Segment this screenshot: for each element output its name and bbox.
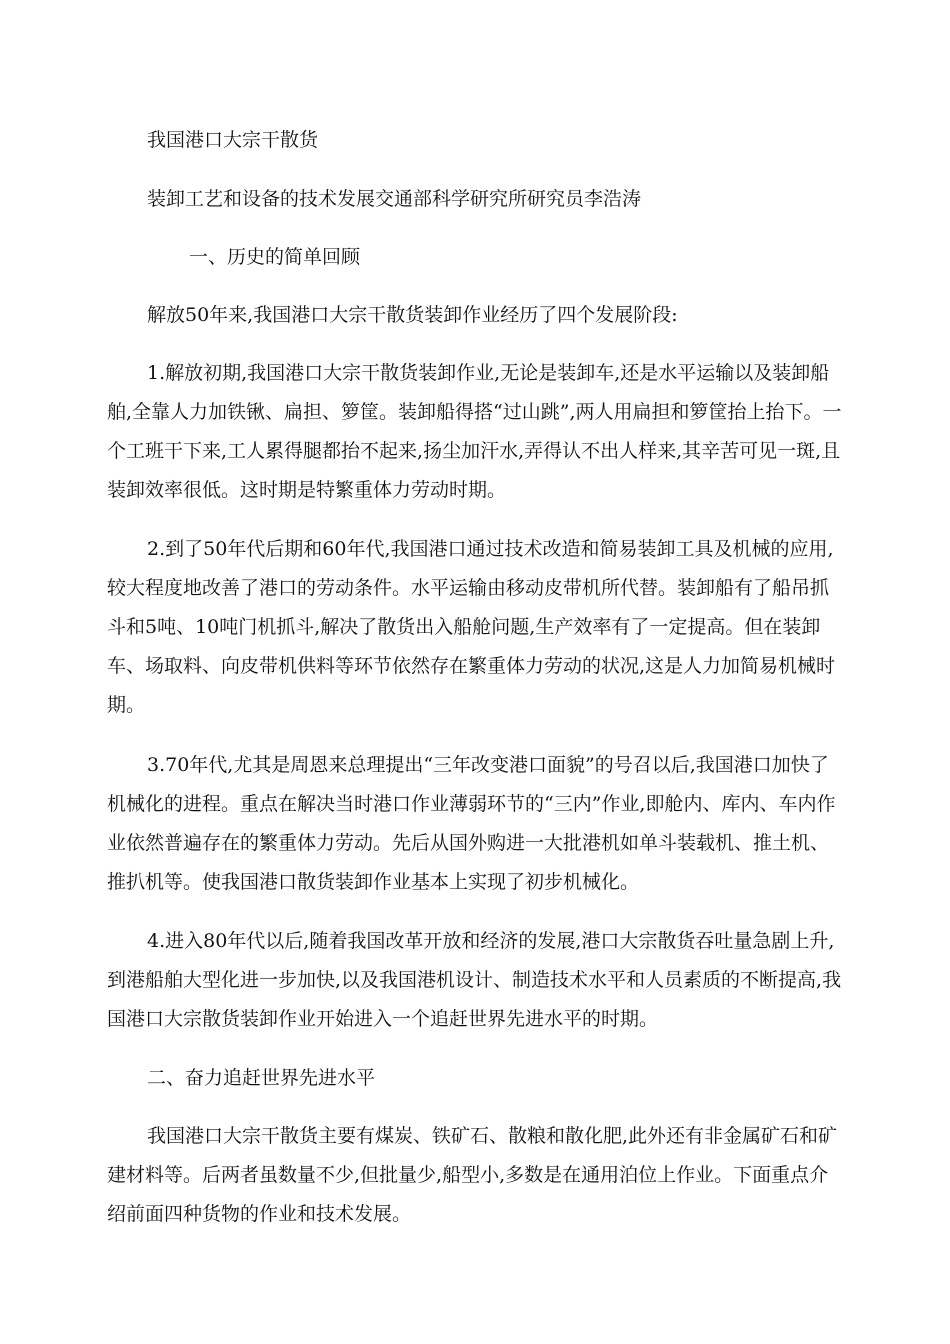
section-2-paragraph: 我国港口大宗干散货主要有煤炭、铁矿石、散粮和散化肥,此外还有非金属矿石和矿建材料等。后两者虽数量不少,但批量少,船型小,多数是在通用泊位上作业。下面重点介绍前面四种货物的作业和技术发展。 bbox=[107, 1125, 838, 1225]
section-1-heading: 一、历史的简单回顾 bbox=[189, 246, 361, 268]
document-title-line-1: 我国港口大宗干散货 bbox=[147, 129, 319, 151]
stage-2-paragraph: 2.到了50年代后期和60年代,我国港口通过技术改造和简易装卸工具及机械的应用,较大程度地改善了港口的劳动条件。水平运输由移动皮带机所代替。装卸船有了船吊抓斗和5吨、10吨门机抓斗,解决了散货出入船舱问题,生产效率有了一定提高。但在装卸车、场取料、向皮带机供料等环节依然存在繁重体力劳动的状况,这是人力加简易机械时期。 bbox=[107, 538, 836, 716]
document-title-line-2: 装卸工艺和设备的技术发展交通部科学研究所研究员李浩涛 bbox=[147, 188, 642, 210]
stage-3-paragraph: 3.70年代,尤其是周恩来总理提出“三年改变港口面貌”的号召以后,我国港口加快了机械化的进程。重点在解决当时港口作业薄弱环节的“三内”作业,即舱内、库内、车内作业依然普遍存在的繁重体力劳动。先后从国外购进一大批港机如单斗装载机、推土机、推扒机等。使我国港口散货装卸作业基本上实现了初步机械化。 bbox=[107, 754, 836, 893]
stage-1-paragraph: 1.解放初期,我国港口大宗干散货装卸作业,无论是装卸车,还是水平运输以及装卸船舶,全靠人力加铁锹、扁担、箩筐。装卸船得搭“过山跳”,两人用扁担和箩筐抬上抬下。一个工班干下来,工人累得腿都抬不起来,扬尘加汗水,弄得认不出人样来,其辛苦可见一斑,且装卸效率很低。这时期是特繁重体力劳动时期。 bbox=[107, 362, 842, 501]
intro-paragraph: 解放50年来,我国港口大宗干散货装卸作业经历了四个发展阶段: bbox=[147, 304, 678, 326]
stage-4-paragraph: 4.进入80年代以后,随着我国改革开放和经济的发展,港口大宗散货吞吐量急剧上升,到港船舶大型化进一步加快,以及我国港机设计、制造技术水平和人员素质的不断提高,我国港口大宗散货装卸作业开始进入一个追赶世界先进水平的时期。 bbox=[107, 930, 842, 1030]
section-2-heading: 二、奋力追赶世界先进水平 bbox=[147, 1067, 376, 1089]
